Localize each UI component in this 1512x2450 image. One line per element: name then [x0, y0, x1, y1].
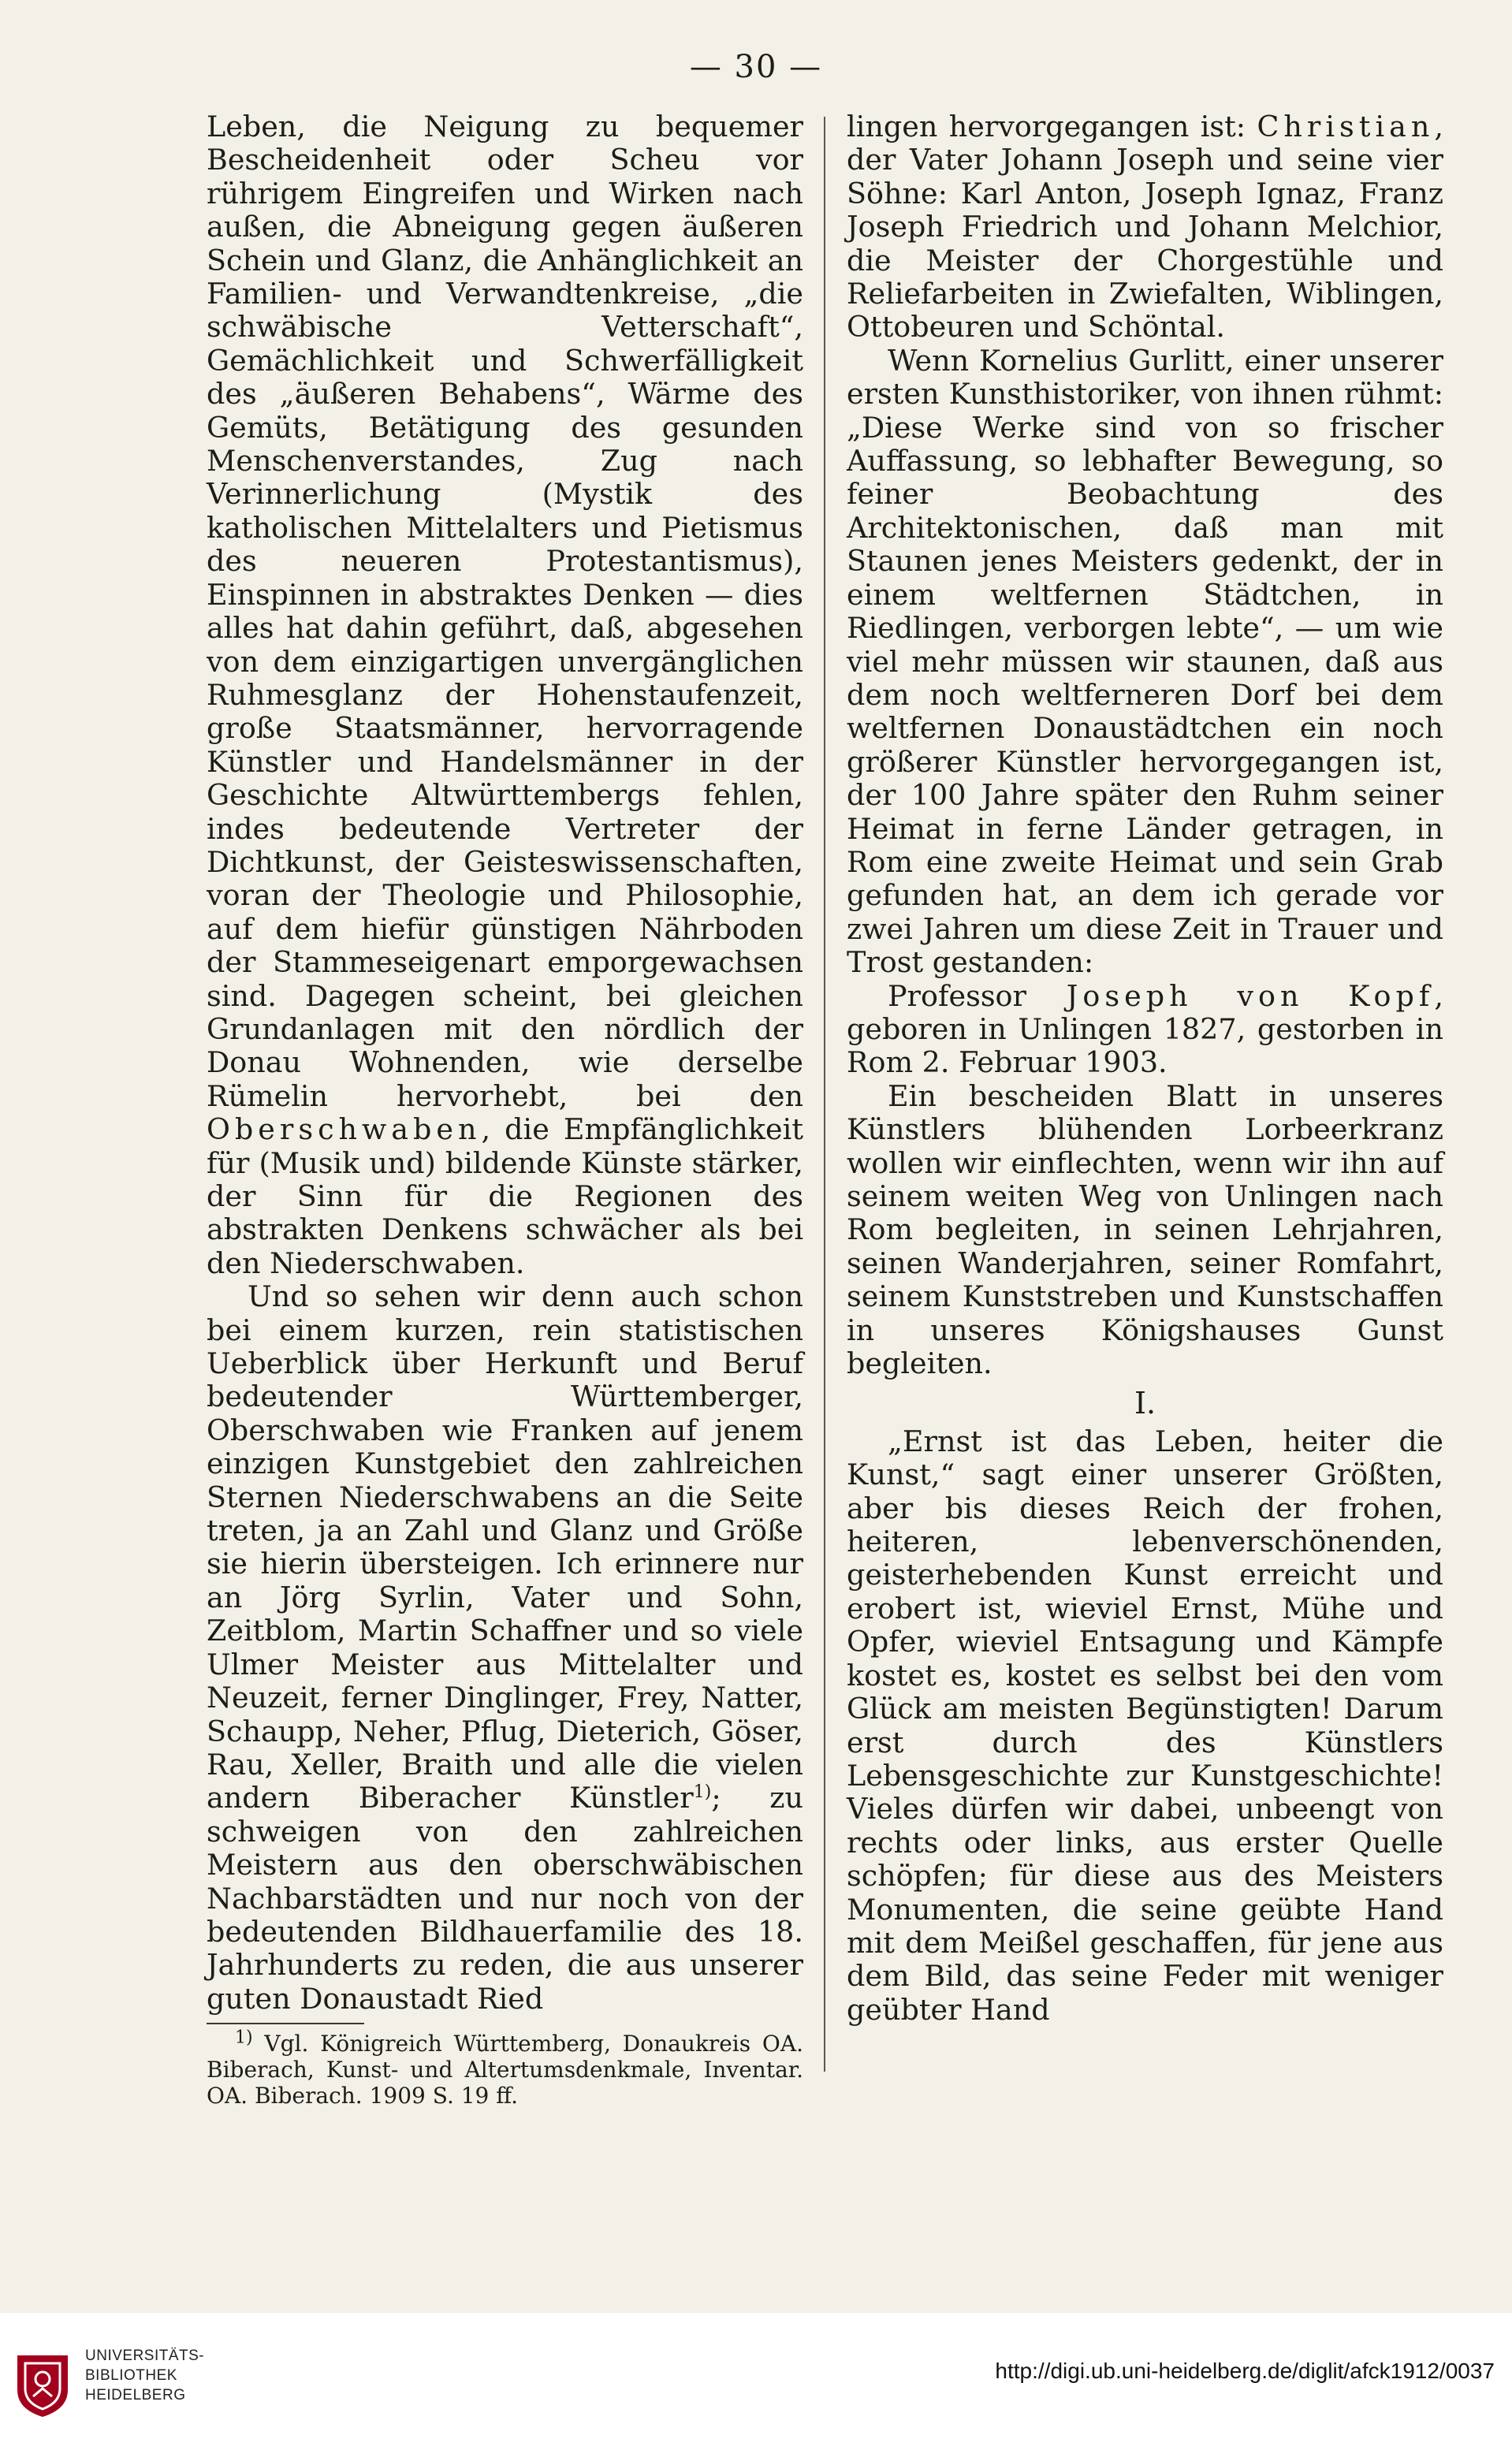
- source-url-link[interactable]: http://digi.ub.uni-heidelberg.de/diglit/afck1912/0037: [995, 2359, 1495, 2383]
- left-paragraph-2: [207, 1280, 803, 2016]
- right-paragraph-5: „Ernst ist das Leben, heiter die Kunst,“ sagt einer unserer Größten, aber bis dieses Reich der frohen, heiteren, lebenverschönenden, geisterhebenden Kunst erreicht und erobert ist, wieviel Ernst, Mühe und Opfer, wieviel Entsagung und Kämpfe kostet es, kostet es selbst bei den vom Glück am meisten Begünstigten! Darum erst durch des Künstlers Lebensgeschichte zur Kunstgeschichte! Vieles dürfen wir dabei, unbeengt von rechts oder links, aus erster Quelle schöpfen; für diese aus des Meisters Monumenten, die seine geübte Hand mit dem Meißel geschaffen, für jene aus dem Bild, das seine Feder mit weniger geübter Hand: [847, 1424, 1443, 2027]
- footnote-text: Vgl. Königreich Württemberg, Donaukreis OA. Biberach, Kunst- und Altertumsdenkmale, Inventar. OA. Biberach. 1909 S. 19 ff.: [207, 2031, 803, 2109]
- university-seal-icon[interactable]: [14, 2352, 71, 2418]
- footnote: [207, 2027, 803, 2109]
- left-paragraph-1-end: , die Empfänglichkeit für (Musik und) bildende Künste stärker, der Sinn für die Regionen des abstrakten Denkens schwächer als bei den Niederschwaben.: [207, 1112, 803, 1280]
- right-paragraph-2: Wenn Kornelius Gurlitt, einer unserer ersten Kunsthistoriker, von ihnen rühmt: „Diese Werke sind von so frischer Auffassung, so lebhafter Bewegung, so feiner Beobachtung des Architektonischen, daß man mit Staunen jenes Meisters gedenkt, der in einem weltfernen Städtchen, in Riedlingen, verborgen lebte“, — um wie viel mehr müssen wir staunen, daß aus dem noch weltferneren Dorf bei dem weltfernen Donaustädtchen ein noch größerer Künstler hervorgegangen ist, der 100 Jahre später den Ruhm seiner Heimat in ferne Länder getragen, in Rom eine zweite Heimat und sein Grab gefunden hat, an dem ich gerade vor zwei Jahren um diese Zeit in Trauer und Trost gestanden:: [847, 343, 1443, 980]
- institution-line-1: UNIVERSITÄTS-: [85, 2348, 205, 2364]
- emphasis-oberschwaben: Oberschwaben: [207, 1112, 482, 1147]
- page-number: — 30 —: [689, 49, 823, 85]
- right-paragraph-4: Ein bescheiden Blatt in unseres Künstlers blühenden Lorbeerkranz wollen wir einflechten, wenn wir ihn auf seinem weiten Weg von Unlingen nach Rom begleiten, in seinen Lehrjahren, seinen Wanderjahren, seiner Romfahrt, seinem Kunststreben und Kunstschaffen in unseres Königshauses Gunst begleiten.: [847, 1078, 1443, 1381]
- section-heading: I.: [1134, 1386, 1156, 1421]
- institution-name: [85, 2346, 204, 2405]
- right-paragraph-3-text: , geboren in Unlingen 1827, gestorben in Rom 2. Februar 1903.: [847, 978, 1443, 1080]
- emphasis-joseph-von-kopf: Joseph von Kopf: [1066, 978, 1435, 1013]
- left-paragraph-1-text: Leben, die Neigung zu bequemer Bescheidenheit oder Scheu vor rührigem Eingreifen und Wirken nach außen, die Abneigung gegen äußeren Schein und Glanz, die Anhänglichkeit an Familien- und Verwandtenkreise, „die schwäbische Vetterschaft“, Gemächlichkeit und Schwerfälligkeit des „äußeren Behabens“, Wärme des Gemüts, Betätigung des gesunden Menschenverstandes, Zug nach Verinnerlichung (Mystik des katholischen Mittelalters und Pietismus des neueren Protestantismus), Einspinnen in abstraktes Denken — dies alles hat dahin geführt, daß, abgesehen von dem einzigartigen unvergänglichen Ruhmesglanz der Hohenstaufenzeit, große Staatsmänner, hervorragende Künstler und Handelsmänner in der Geschichte Altwürttembergs fehlen, indes bedeutende Vertreter der Dichtkunst, der Geisteswissenschaften, voran der Theologie und Philosophie, auf dem hiefür günstigen Nährboden der Stammeseigenart emporgewachsen sind. Dagegen scheint, bei gleichen Grundanlagen mit den nördlich der Donau Wohnenden, wie derselbe Rümelin hervorhebt, bei den: [207, 110, 803, 1113]
- right-paragraph-1-start: lingen hervorgegangen ist:: [847, 110, 1246, 143]
- footnote-rule: [207, 2023, 364, 2024]
- emphasis-christian: Christian: [1257, 110, 1435, 143]
- footnote-ref[interactable]: 1): [693, 1782, 712, 1803]
- left-column: [207, 110, 803, 2016]
- right-paragraph-3: [847, 980, 1443, 1080]
- column-divider: [824, 117, 825, 2072]
- footnote-text-line: [207, 2027, 803, 2109]
- left-paragraph-1: [207, 110, 803, 1280]
- left-paragraph-2-text: Und so sehen wir denn auch schon bei einem kurzen, rein statistischen Ueberblick über Herkunft und Beruf bedeutender Württemberger, Oberschwaben wie Franken auf jenem einzigen Kunstgebiet den zahlreichen Sternen Niederschwabens an die Seite treten, ja an Zahl und Glanz und Größe sie hierin übersteigen. Ich erinnere nur an Jörg Syrlin, Vater und Sohn, Zeitblom, Martin Schaffner und so viele Ulmer Meister aus Mittelalter und Neuzeit, ferner Dinglinger, Frey, Natter, Schaupp, Neher, Pflug, Dieterich, Göser, Rau, Xeller, Braith und alle die vielen andern Biberacher Künstler: [207, 1279, 803, 1815]
- right-paragraph-1: [847, 110, 1443, 344]
- left-paragraph-2-end: ; zu schweigen von den zahlreichen Meistern aus den oberschwäbischen Nachbarstädten und nur noch von der bedeutenden Bildhauerfamilie des 18. Jahrhunderts zu reden, die aus unserer guten Donaustadt Ried: [207, 1781, 803, 2016]
- footer: [0, 2313, 1512, 2450]
- right-column: [847, 110, 1443, 2027]
- footnote-marker: 1): [235, 2027, 253, 2048]
- institution-line-2: BIBLIOTHEK: [85, 2367, 177, 2384]
- institution-line-3: HEIDELBERG: [85, 2387, 186, 2403]
- right-paragraph-1-text: , der Vater Johann Joseph und seine vier Söhne: Karl Anton, Joseph Ignaz, Franz Joseph Friedrich und Johann Melchior, die Meister der Chorgestühle und Reliefarbeiten in Zwiefalten, Wiblingen, Ottobeuren und Schöntal.: [847, 110, 1443, 344]
- right-paragraph-3-start: Professor: [888, 978, 1026, 1013]
